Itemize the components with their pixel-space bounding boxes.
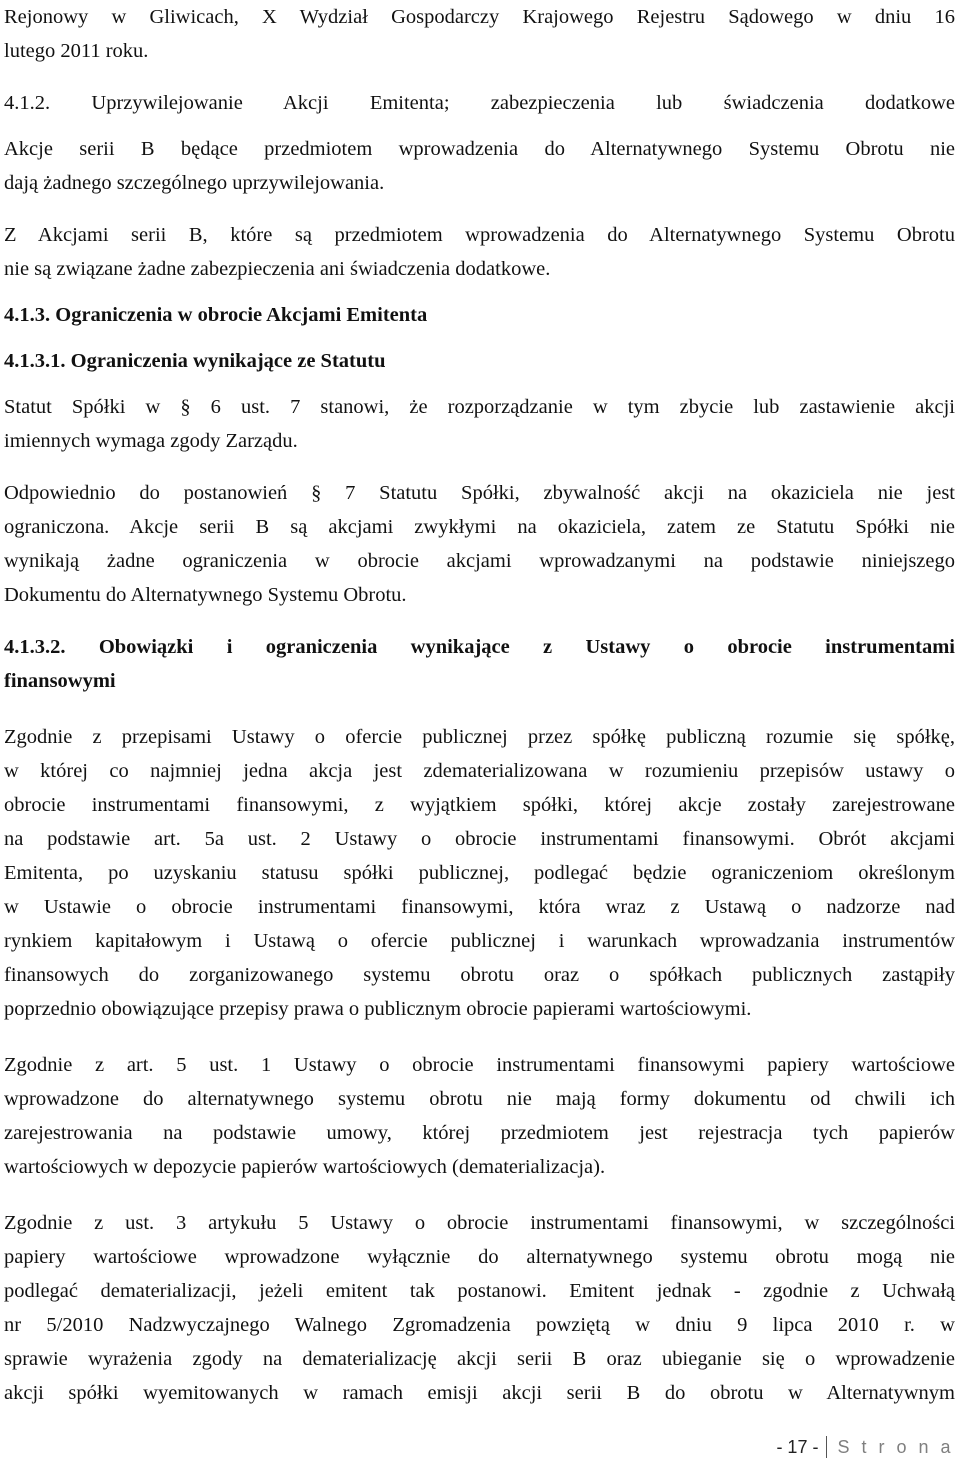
text-line: obrocie instrumentami finansowymi, z wyjątkiem spółki, której akcje zostały zarejestrowane bbox=[4, 794, 955, 816]
text-line: nr 5/2010 Nadzwyczajnego Walnego Zgromadzenia powziętą w dniu 9 lipca 2010 r. w bbox=[4, 1314, 955, 1336]
text-line: rynkiem kapitałowym i Ustawą o ofercie publicznej i warunkach wprowadzania instrumentów bbox=[4, 930, 955, 952]
text-line: Rejonowy w Gliwicach, X Wydział Gospodarczy Krajowego Rejestru Sądowego w dniu 16 bbox=[4, 6, 955, 28]
text-line: papiery wartościowe wprowadzone wyłącznie do alternatywnego systemu obrotu mogą nie bbox=[4, 1246, 955, 1268]
text-line: Zgodnie z art. 5 ust. 1 Ustawy o obrocie instrumentami finansowymi papiery wartościowe bbox=[4, 1054, 955, 1076]
text-line: wprowadzone do alternatywnego systemu obrotu nie mają formy dokumentu od chwili ich bbox=[4, 1088, 955, 1110]
text-line: w Ustawie o obrocie instrumentami finansowymi, która wraz z Ustawą o nadzorze nad bbox=[4, 896, 955, 918]
text-line: wynikają żadne ograniczenia w obrocie akcjami wprowadzanymi na podstawie niniejszego bbox=[4, 550, 955, 572]
section-heading-line: 4.1.3. Ograniczenia w obrocie Akcjami Emitenta bbox=[4, 304, 428, 326]
text-line: lutego 2011 roku. bbox=[4, 40, 149, 62]
footer-divider bbox=[826, 1436, 827, 1458]
text-line: sprawie wyrażenia zgody na dematerializację akcji serii B oraz ubieganie się o wprowadzenie bbox=[4, 1348, 955, 1370]
text-line: Dokumentu do Alternatywnego Systemu Obrotu. bbox=[4, 584, 407, 606]
text-line: Odpowiednio do postanowień § 7 Statutu Spółki, zbywalność akcji na okaziciela nie jest bbox=[4, 482, 955, 504]
text-line: imiennych wymaga zgody Zarządu. bbox=[4, 430, 298, 452]
text-line: Akcje serii B będące przedmiotem wprowadzenia do Alternatywnego Systemu Obrotu nie bbox=[4, 138, 955, 160]
text-line: zarejestrowania na podstawie umowy, której przedmiotem jest rejestracja tych papierów bbox=[4, 1122, 955, 1144]
text-line: 4.1.2. Uprzywilejowanie Akcji Emitenta; zabezpieczenia lub świadczenia dodatkowe bbox=[4, 92, 955, 114]
text-line: akcji spółki wyemitowanych w ramach emisji akcji serii B do obrotu w Alternatywnym bbox=[4, 1382, 955, 1404]
page-label: S t r o n a bbox=[837, 1436, 954, 1457]
text-line: finansowych do zorganizowanego systemu obrotu oraz o spółkach publicznych zastąpiły bbox=[4, 964, 955, 986]
text-line: poprzednio obowiązujące przepisy prawa o publicznym obrocie papierami wartościowymi. bbox=[4, 998, 752, 1020]
text-line: wartościowych w depozycie papierów wartościowych (dematerializacja). bbox=[4, 1156, 606, 1178]
text-line: podlegać dematerializacji, jeżeli emitent tak postanowi. Emitent jednak - zgodnie z Uchwałą bbox=[4, 1280, 955, 1302]
section-heading-line: 4.1.3.2. Obowiązki i ograniczenia wynikające z Ustawy o obrocie instrumentami bbox=[4, 636, 955, 658]
text-line: Statut Spółki w § 6 ust. 7 stanowi, że rozporządzanie w tym zbycie lub zastawienie akcji bbox=[4, 396, 955, 418]
text-line: ograniczona. Akcje serii B są akcjami zwykłymi na okaziciela, zatem ze Statutu Spółki nie bbox=[4, 516, 955, 538]
text-line: na podstawie art. 5a ust. 2 Ustawy o obrocie instrumentami finansowymi. Obrót akcjami bbox=[4, 828, 955, 850]
page-number: - 17 - bbox=[776, 1436, 819, 1457]
page-footer bbox=[776, 1430, 954, 1464]
text-line: Emitenta, po uzyskaniu statusu spółki publicznej, podlegać będzie ograniczeniom określonym bbox=[4, 862, 955, 884]
text-line: Zgodnie z przepisami Ustawy o ofercie publicznej przez spółkę publiczną rozumie się spółkę, bbox=[4, 726, 955, 748]
text-line: Z Akcjami serii B, które są przedmiotem wprowadzenia do Alternatywnego Systemu Obrotu bbox=[4, 224, 955, 246]
text-line: w której co najmniej jedna akcja jest zdematerializowana w rozumieniu przepisów ustawy o bbox=[4, 760, 955, 782]
text-line: nie są związane żadne zabezpieczenia ani świadczenia dodatkowe. bbox=[4, 258, 551, 280]
section-heading-line: 4.1.3.1. Ograniczenia wynikające ze Statutu bbox=[4, 350, 386, 372]
text-line: dają żadnego szczególnego uprzywilejowania. bbox=[4, 172, 385, 194]
text-line: Zgodnie z ust. 3 artykułu 5 Ustawy o obrocie instrumentami finansowymi, w szczególności bbox=[4, 1212, 955, 1234]
section-heading-line: finansowymi bbox=[4, 670, 116, 692]
document-body bbox=[4, 0, 955, 1410]
